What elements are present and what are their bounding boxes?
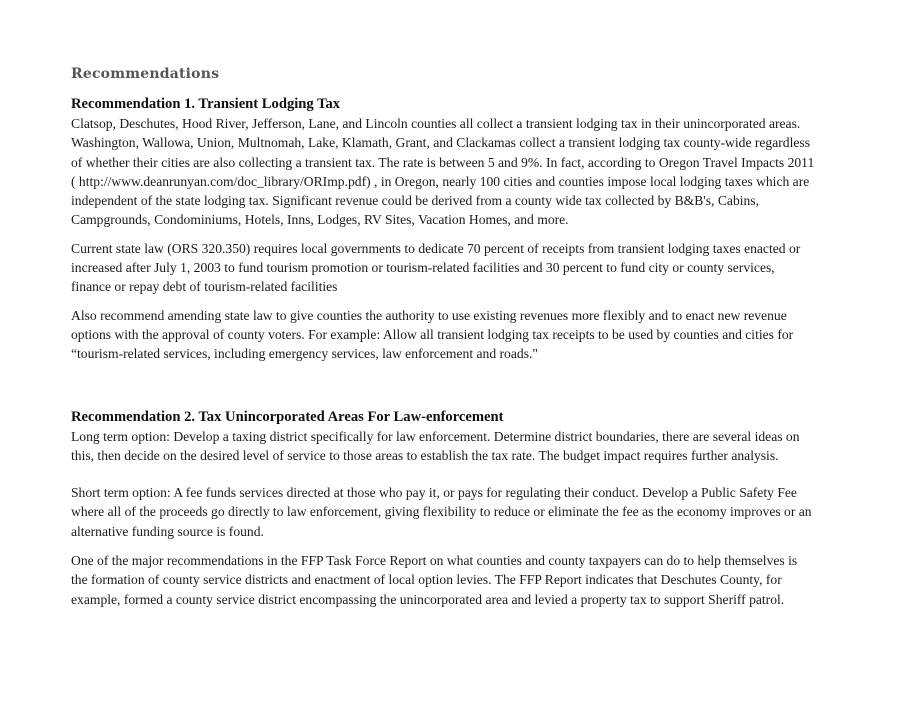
- recommendation-1-paragraph-2: Current state law (ORS 320.350) requires local governments to dedicate 70 percent of receipts from transient lodging taxes enacted or increased after July 1, 2003 to fund tourism promotion or tourism-related facilities and 30 percent to fund city or county services, finance or repay debt of tourism-related facilities: [71, 240, 801, 295]
- recommendation-2-paragraph-1: Long term option: Develop a taxing district specifically for law enforcement. Determine district boundaries, there are several ideas on this, then decide on the desired level of service to those areas to establish the tax rate. The budget impact requires further analysis.: [71, 428, 800, 463]
- recommendation-1-paragraph-3: Also recommend amending state law to give counties the authority to use existing revenues more flexibly and to enact new revenue options with the approval of county voters. For example: Allow all transient lodging tax receipts to be used by counties and cities for “tourism-related services, including emergency services, law enforcement and roads.": [71, 307, 794, 362]
- recommendation-1-heading: Recommendation 1. Transient Lodging Tax: [71, 96, 341, 112]
- recommendation-2-section: [71, 408, 816, 609]
- page-title: Recommendations: [71, 66, 220, 82]
- recommendation-2-paragraph-2: Short term option: A fee funds services directed at those who pay it, or pays for regulating their conduct. Develop a Public Safety Fee where all of the proceeds go directly to law enforcement, giving flexibility to reduce or eliminate the fee as the economy improves or an alternative funding source is found.: [71, 485, 812, 539]
- recommendation-1-paragraph-1: Clatsop, Deschutes, Hood River, Jefferson, Lane, and Lincoln counties all collect a transient lodging tax in their unincorporated areas. Washington, Wallowa, Union, Multnomah, Lake, Klamath, Grant, and Clackamas collect a transient lodging tax county-wide regardless of whether their cities are also collecting a transient tax. The rate is between 5 and 9%. In fact, according to Oregon Travel Impacts 2011 ( http://www.deanrunyan.com/doc_library/ORImp.pdf) , in Oregon, nearly 100 cities and counties impose local lodging taxes which are independent of the state lodging tax. Significant revenue could be derived from a county wide tax collected by B&B's, Cabins, Campgrounds, Condominiums, Hotels, Inns, Lodges, RV Sites, Vacation Homes, and more.: [71, 116, 815, 228]
- recommendation-1-section: [71, 95, 816, 364]
- recommendation-2-heading: Recommendation 2. Tax Unincorporated Areas For Law-enforcement: [71, 408, 504, 425]
- document-page: [71, 66, 816, 609]
- recommendation-2-paragraph-3: One of the major recommendations in the FFP Task Force Report on what counties and county taxpayers can do to help themselves is the formation of county service districts and enactment of local option levies. The FFP Report indicates that Deschutes County, for example, formed a county service district encompassing the unincorporated area and levied a property tax to support Sheriff patrol.: [71, 553, 798, 607]
